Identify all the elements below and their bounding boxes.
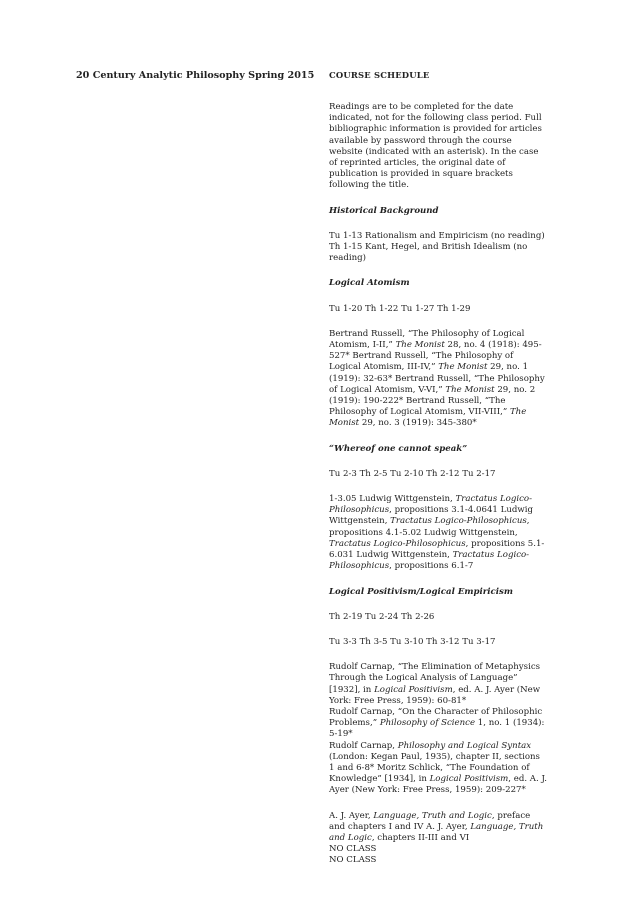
reading-text: , propositions 3.1-4.0641 Ludwig Wittgenstein, xyxy=(329,505,533,527)
schedule-line: Th 1-15 Kant, Hegel, and British Idealism (no reading) xyxy=(329,242,528,264)
heading-historical-background: Historical Background xyxy=(329,205,439,216)
journal-title: The Monist xyxy=(438,362,488,373)
reading-text: 1-3.05 Ludwig Wittgenstein, xyxy=(329,494,456,505)
positivism-dates-2: Tu 3-3 Th 3-5 Tu 3-10 Th 3-12 Tu 3-17 xyxy=(329,636,496,647)
heading-logical-atomism: Logical Atomism xyxy=(329,278,410,289)
historical-background-schedule xyxy=(329,231,547,265)
reading-text: (London: Kegan Paul, 1935), chapter II, sections 1 and 6-8* Moritz Schlick, “The Foundation of Knowledge” [1934], in xyxy=(329,751,540,785)
reading-text: A. J. Ayer, xyxy=(329,810,374,821)
running-title xyxy=(76,70,314,81)
heading-logical-positivism: Logical Positivism/Logical Empiricism xyxy=(329,586,513,597)
positivism-readings xyxy=(329,662,547,796)
reading-text: Rudolf Carnap, xyxy=(329,740,398,751)
no-class-note: NO CLASS xyxy=(329,844,377,855)
reading-text: , propositions 5.1-6.031 Ludwig Wittgenstein, xyxy=(329,538,545,561)
reading-text: 28, no. 4 (1918): 495-527* Bertrand Russell, “The Philosophy of Logical Atomism, III-IV,” xyxy=(329,340,542,373)
journal-title: The Monist xyxy=(445,384,495,395)
no-class-note: NO CLASS xyxy=(329,855,377,866)
book-title: Logical Positivism xyxy=(374,684,453,695)
running-title-text: Century Analytic Philosophy Spring 2015 xyxy=(92,70,315,81)
schedule-line: Tu 1-13 Rationalism and Empiricism (no reading) xyxy=(329,230,545,241)
reading-text: 29, no. 1 (1919): 32-63* Bertrand Russell, “The Philosophy of Logical Atomism, V-VI,” xyxy=(329,362,545,395)
carnap-reading-2 xyxy=(329,707,547,741)
reading-text: 29, no. 2 (1919): 190-222* Bertrand Russell, “The Philosophy of Logical Atomism, VII-VIII,” xyxy=(329,384,536,418)
reading-text: , ed. A. J. Ayer (New York: Free Press, 1959): 60-81* xyxy=(329,684,541,706)
reading-text: Rudolf Carnap, “The Elimination of Metaphysics Through the Logical Analysis of Language” [1932], in xyxy=(329,662,541,695)
reading-text: , propositions 6.1-7 xyxy=(389,561,474,572)
reading-text: , ed. A. J. Ayer (New York: Free Press, 1959): 209-227* xyxy=(329,774,547,796)
book-title: Language, Truth and Logic xyxy=(373,810,492,821)
reading-text: , preface and chapters I and IV A. J. Ayer, xyxy=(329,810,531,832)
carnap-reading-3 xyxy=(329,741,547,797)
book-title: Tractatus Logico-Philosophicus xyxy=(329,538,466,549)
whereof-dates: Tu 2-3 Th 2-5 Tu 2-10 Th 2-12 Tu 2-17 xyxy=(329,468,496,479)
book-title: Tractatus Logico-Philosophicus xyxy=(390,516,527,527)
book-title: Philosophy and Logical Syntax xyxy=(397,740,532,751)
book-title: Logical Positivism xyxy=(429,774,509,785)
journal-title: Philosophy of Science xyxy=(379,718,476,729)
reading-text: , chapters II-III and VI xyxy=(371,832,470,843)
carnap-reading-1 xyxy=(329,662,547,707)
section-heading: COURSE SCHEDULE xyxy=(329,70,430,80)
journal-title: The Monist xyxy=(395,340,445,351)
reading-text: , propositions 4.1-5.02 Ludwig Wittgenstein, xyxy=(329,516,530,538)
ayer-reading xyxy=(329,811,547,845)
schedule-column xyxy=(329,102,547,867)
ayer-readings xyxy=(329,811,547,867)
book-title: Tractatus Logico-Philosophicus xyxy=(329,550,530,572)
intro-paragraph: Readings are to be completed for the date indicated, not for the following class period. Full bibliographic information is provided for articles available by password through the course website (indicated with an asterisk). In the case of reprinted articles, the original date of publication is provided in square brackets following the title. xyxy=(329,102,542,191)
positivism-dates-1: Th 2-19 Tu 2-24 Th 2-26 xyxy=(329,611,435,622)
heading-whereof-one-cannot-speak: “Whereof one cannot speak” xyxy=(329,443,468,454)
reading-text: 1, no. 1 (1934): 5-19* xyxy=(329,718,545,740)
reading-text: Rudolf Carnap, “On the Character of Philosophic Problems,” xyxy=(329,706,543,729)
page-number: 20 xyxy=(76,70,90,81)
logical-atomism-readings xyxy=(329,329,547,430)
reading-text: 29, no. 3 (1919): 345-380* xyxy=(359,418,477,429)
reading-text: Bertrand Russell, “The Philosophy of Logical Atomism, I-II,” xyxy=(329,328,525,351)
logical-atomism-dates: Tu 1-20 Th 1-22 Tu 1-27 Th 1-29 xyxy=(329,303,471,314)
journal-title: The Monist xyxy=(329,407,527,429)
book-title: Tractatus Logico-Philosophicus xyxy=(329,494,532,516)
whereof-readings xyxy=(329,494,547,572)
book-title: Language, Truth and Logic xyxy=(329,821,544,843)
